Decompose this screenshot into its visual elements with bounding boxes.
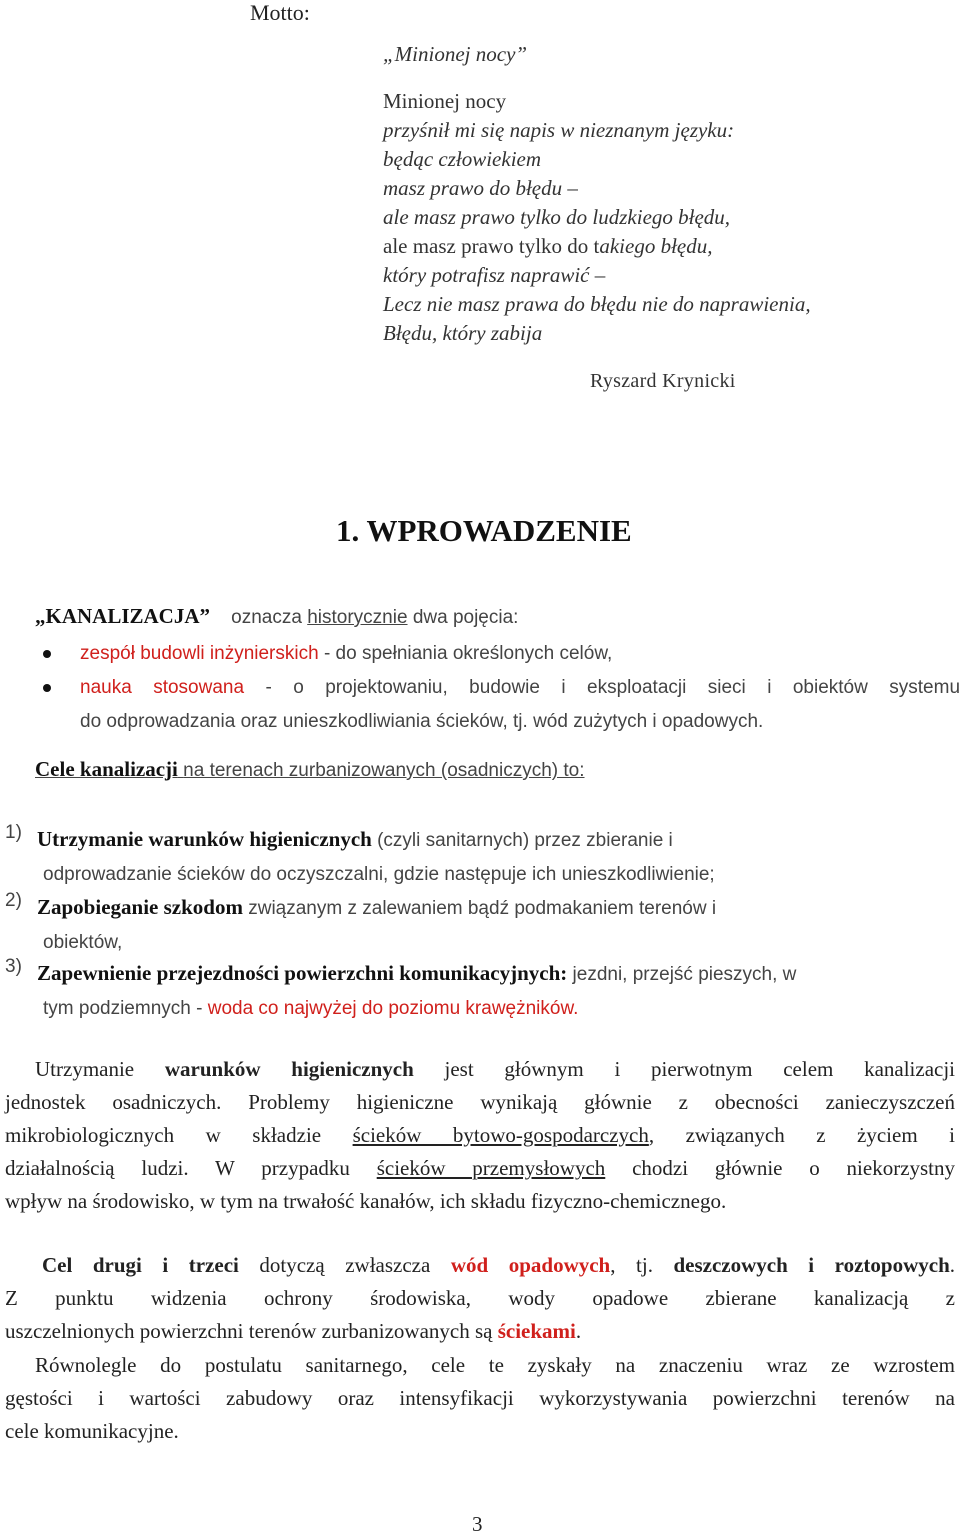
section-heading: 1. WPROWADZENIE <box>336 513 632 548</box>
list-item: nauka stosowana - o projektowaniu, budowie i eksploatacji sieci i obiektów systemu do odprowadzania oraz unieszkodliwiania ścieków, tj. wód zużytych i opadowych. <box>80 671 960 739</box>
poem-line: masz prawo do błędu – <box>383 176 578 200</box>
poem-line: ale masz prawo tylko do takiego błędu, <box>383 234 713 258</box>
poem-line: Lecz nie masz prawa do błędu nie do naprawienia, <box>383 292 811 316</box>
poem-line: Błędu, który zabija <box>383 321 543 345</box>
poem-title: „Minionej nocy” <box>383 42 528 66</box>
poem-line: przyśnił mi się napis w nieznanym języku: <box>383 118 735 142</box>
poem-line: ale masz prawo tylko do ludzkiego błędu, <box>383 205 731 229</box>
poem <box>383 40 811 348</box>
poem-line: który potrafisz naprawić – <box>383 263 606 287</box>
page-number: 3 <box>472 1512 483 1536</box>
bullet-icon <box>43 650 51 658</box>
poem-line: Minionej nocy <box>383 89 507 113</box>
kanalizacja-definition: „KANALIZACJA” oznacza historycznie dwa pojęcia: <box>35 604 519 628</box>
motto-label: Motto: <box>250 0 310 25</box>
kanalizacja-term: „KANALIZACJA” <box>35 604 211 628</box>
poem-author: Ryszard Krynicki <box>590 370 736 392</box>
list-item: zespół budowli inżynierskich - do spełniania określonych celów, <box>80 637 960 671</box>
paragraph-stormwater: Cel drugi i trzeci dotyczą zwłaszcza wód opadowych, tj. deszczowych i roztopowych. Z punktu widzenia ochrony środowiska, wody opadowe zbierane kanalizacją z uszczelnionych powierzchni terenów zurbanizowanych są ściekami. <box>5 1253 956 1343</box>
poem-line: będąc człowiekiem <box>383 147 542 171</box>
paragraph-density: Równolegle do postulatu sanitarnego, cele te zyskały na znaczeniu wraz ze wzrostem gęstości i wartości zabudowy oraz intensyfikacji wykorzystywania powierzchni terenów na cele komunikacyjne. <box>5 1353 955 1443</box>
bullet-icon <box>43 684 51 692</box>
paragraph-hygiene: Utrzymanie warunków higienicznych jest głównym i pierwotnym celem kanalizacji jednostek osadniczych. Problemy higieniczne wynikają głównie z obecności zanieczyszczeń mikrobiologicznych w składzie ścieków bytowo-gospodarczych, związanych z życiem i działalnością ludzi. W przypadku ścieków przemysłowych chodzi głównie o niekorzystny wpływ na środowisko, w tym na trwałość kanałów, ich składu fizyczno-chemicznego. <box>5 1057 956 1213</box>
goals-heading: Cele kanalizacji na terenach zurbanizowanych (osadniczych) to: <box>35 757 585 781</box>
